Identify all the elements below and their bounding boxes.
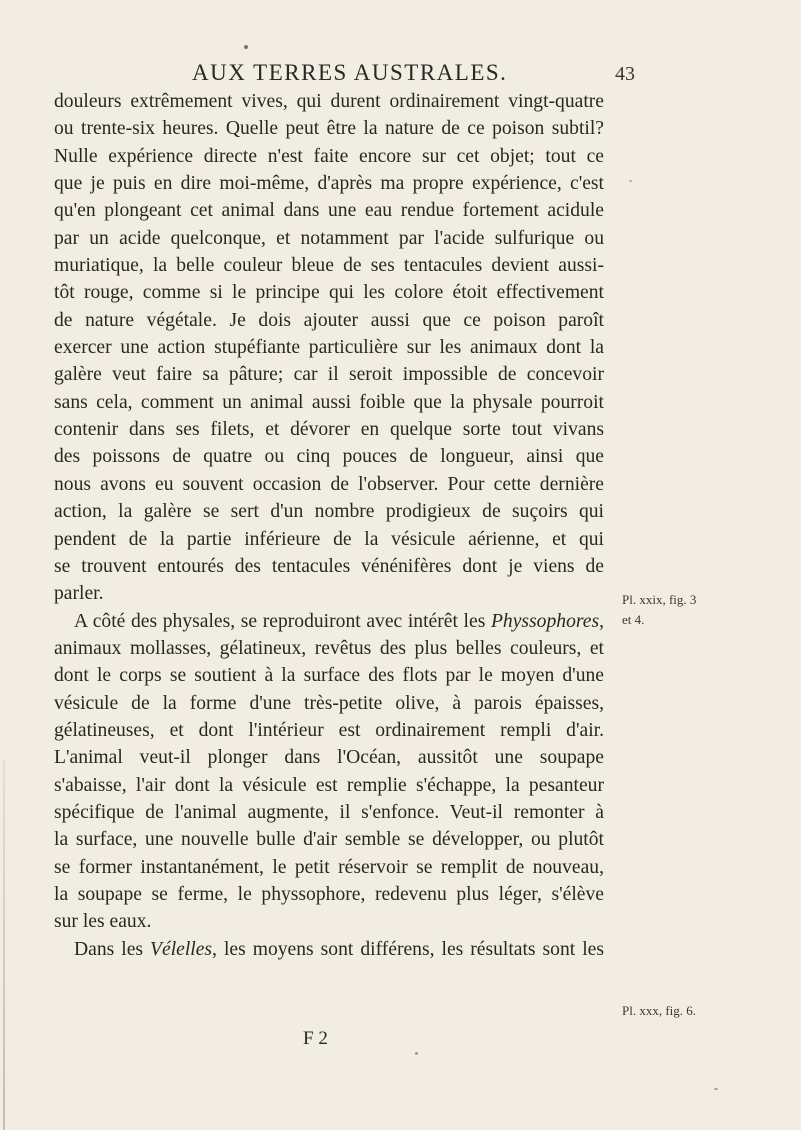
text-line: spécifique de l'animal augmente, il s'enfonce. Veut-il remonter à — [54, 801, 604, 823]
text-run: A côté des physales, se reproduiront avec intérêt les — [74, 610, 491, 632]
text-line: pendent de la partie inférieure de la vésicule aérienne, et qui — [54, 528, 604, 550]
text-line — [54, 936, 604, 963]
margin-note-plate-xxx: Pl. xxx, fig. 6. — [622, 1003, 697, 1018]
text-line: qu'en plongeant cet animal dans une eau rendue fortement acidule — [54, 200, 604, 222]
text-line: la surface, une nouvelle bulle d'air semble se développer, ou plutôt — [54, 829, 604, 851]
text-line: des poissons de quatre ou cinq pouces de longueur, ainsi que — [54, 446, 604, 468]
text-run: les moyens sont différens, les résultats sont les — [216, 938, 604, 960]
text-line: gélatineuses, et dont l'intérieur est ordinairement rempli d'air. — [54, 719, 604, 741]
ink-speck — [629, 180, 632, 182]
text-line: tôt rouge, comme si le principe qui les colore étoit effectivement — [54, 282, 604, 304]
text-line: exercer une action stupéfiante particulière sur les animaux dont la — [54, 337, 604, 359]
text-line: muriatique, la belle couleur bleue de ses tentacules devient aussi- — [54, 255, 604, 277]
italic-term: Vélelles, — [150, 938, 217, 960]
text-line: animaux mollasses, gélatineux, revêtus des plus belles couleurs, et — [54, 637, 604, 659]
text-line: parler. — [54, 583, 104, 605]
text-line: action, la galère se sert d'un nombre prodigieux de suçoirs qui — [54, 501, 604, 523]
italic-term: Physsophores, — [490, 610, 604, 632]
text-line: L'animal veut-il plonger dans l'Océan, aussitôt une soupape — [54, 747, 604, 769]
text-line: galère veut faire sa pâture; car il seroit impossible de concevoir — [54, 364, 604, 386]
text-line: sur les eaux. — [54, 911, 152, 933]
text-line: ou trente-six heures. Quelle peut être la nature de ce poison subtil? — [54, 118, 604, 140]
margin-note-plate-xxix-cont: et 4. — [622, 612, 645, 627]
text-line: vésicule de la forme d'une très-petite olive, à parois épaisses, — [54, 692, 604, 714]
ink-speck — [714, 1088, 718, 1090]
text-line: se former instantanément, le petit réservoir se remplit de nouveau, — [54, 856, 604, 878]
text-line: par un acide quelconque, et notamment par l'acide sulfurique ou — [54, 227, 604, 249]
text-line: douleurs extrêmement vives, qui durent ordinairement vingt-quatre — [54, 91, 604, 112]
text-line: Nulle expérience directe n'est faite encore sur cet objet; tout ce — [54, 145, 604, 167]
text-run: Dans les — [74, 938, 151, 960]
ink-speck — [244, 45, 248, 49]
page-edge-shadow — [3, 760, 5, 1130]
margin-note-plate-xxix: Pl. xxix, fig. 3 — [622, 592, 697, 607]
signature-mark: F 2 — [303, 1028, 328, 1049]
text-line: sans cela, comment un animal aussi foible que la physale pourroit — [54, 391, 604, 413]
text-line: se trouvent entourés des tentacules vénénifères dont je viens de — [54, 555, 604, 577]
text-line: que je puis en dire moi-même, d'après ma propre expérience, c'est — [54, 173, 604, 195]
text-line: contenir dans ses filets, et dévorer en quelque sorte tout vivans — [54, 419, 604, 441]
running-title: AUX TERRES AUSTRALES. — [192, 60, 508, 85]
text-line: de nature végétale. Je dois ajouter aussi que ce poison paroît — [54, 309, 604, 331]
text-line: nous avons eu souvent occasion de l'observer. Pour cette dernière — [54, 473, 604, 495]
text-line — [54, 608, 604, 635]
ink-speck — [415, 1052, 418, 1055]
body-text — [54, 88, 604, 963]
page-number: 43 — [615, 63, 635, 85]
text-line: la soupape se ferme, le physsophore, redevenu plus léger, s'élève — [54, 883, 604, 905]
text-line: s'abaisse, l'air dont la vésicule est remplie s'échappe, la pesanteur — [54, 774, 604, 796]
text-line: dont le corps se soutient à la surface des flots par le moyen d'une — [54, 665, 604, 687]
